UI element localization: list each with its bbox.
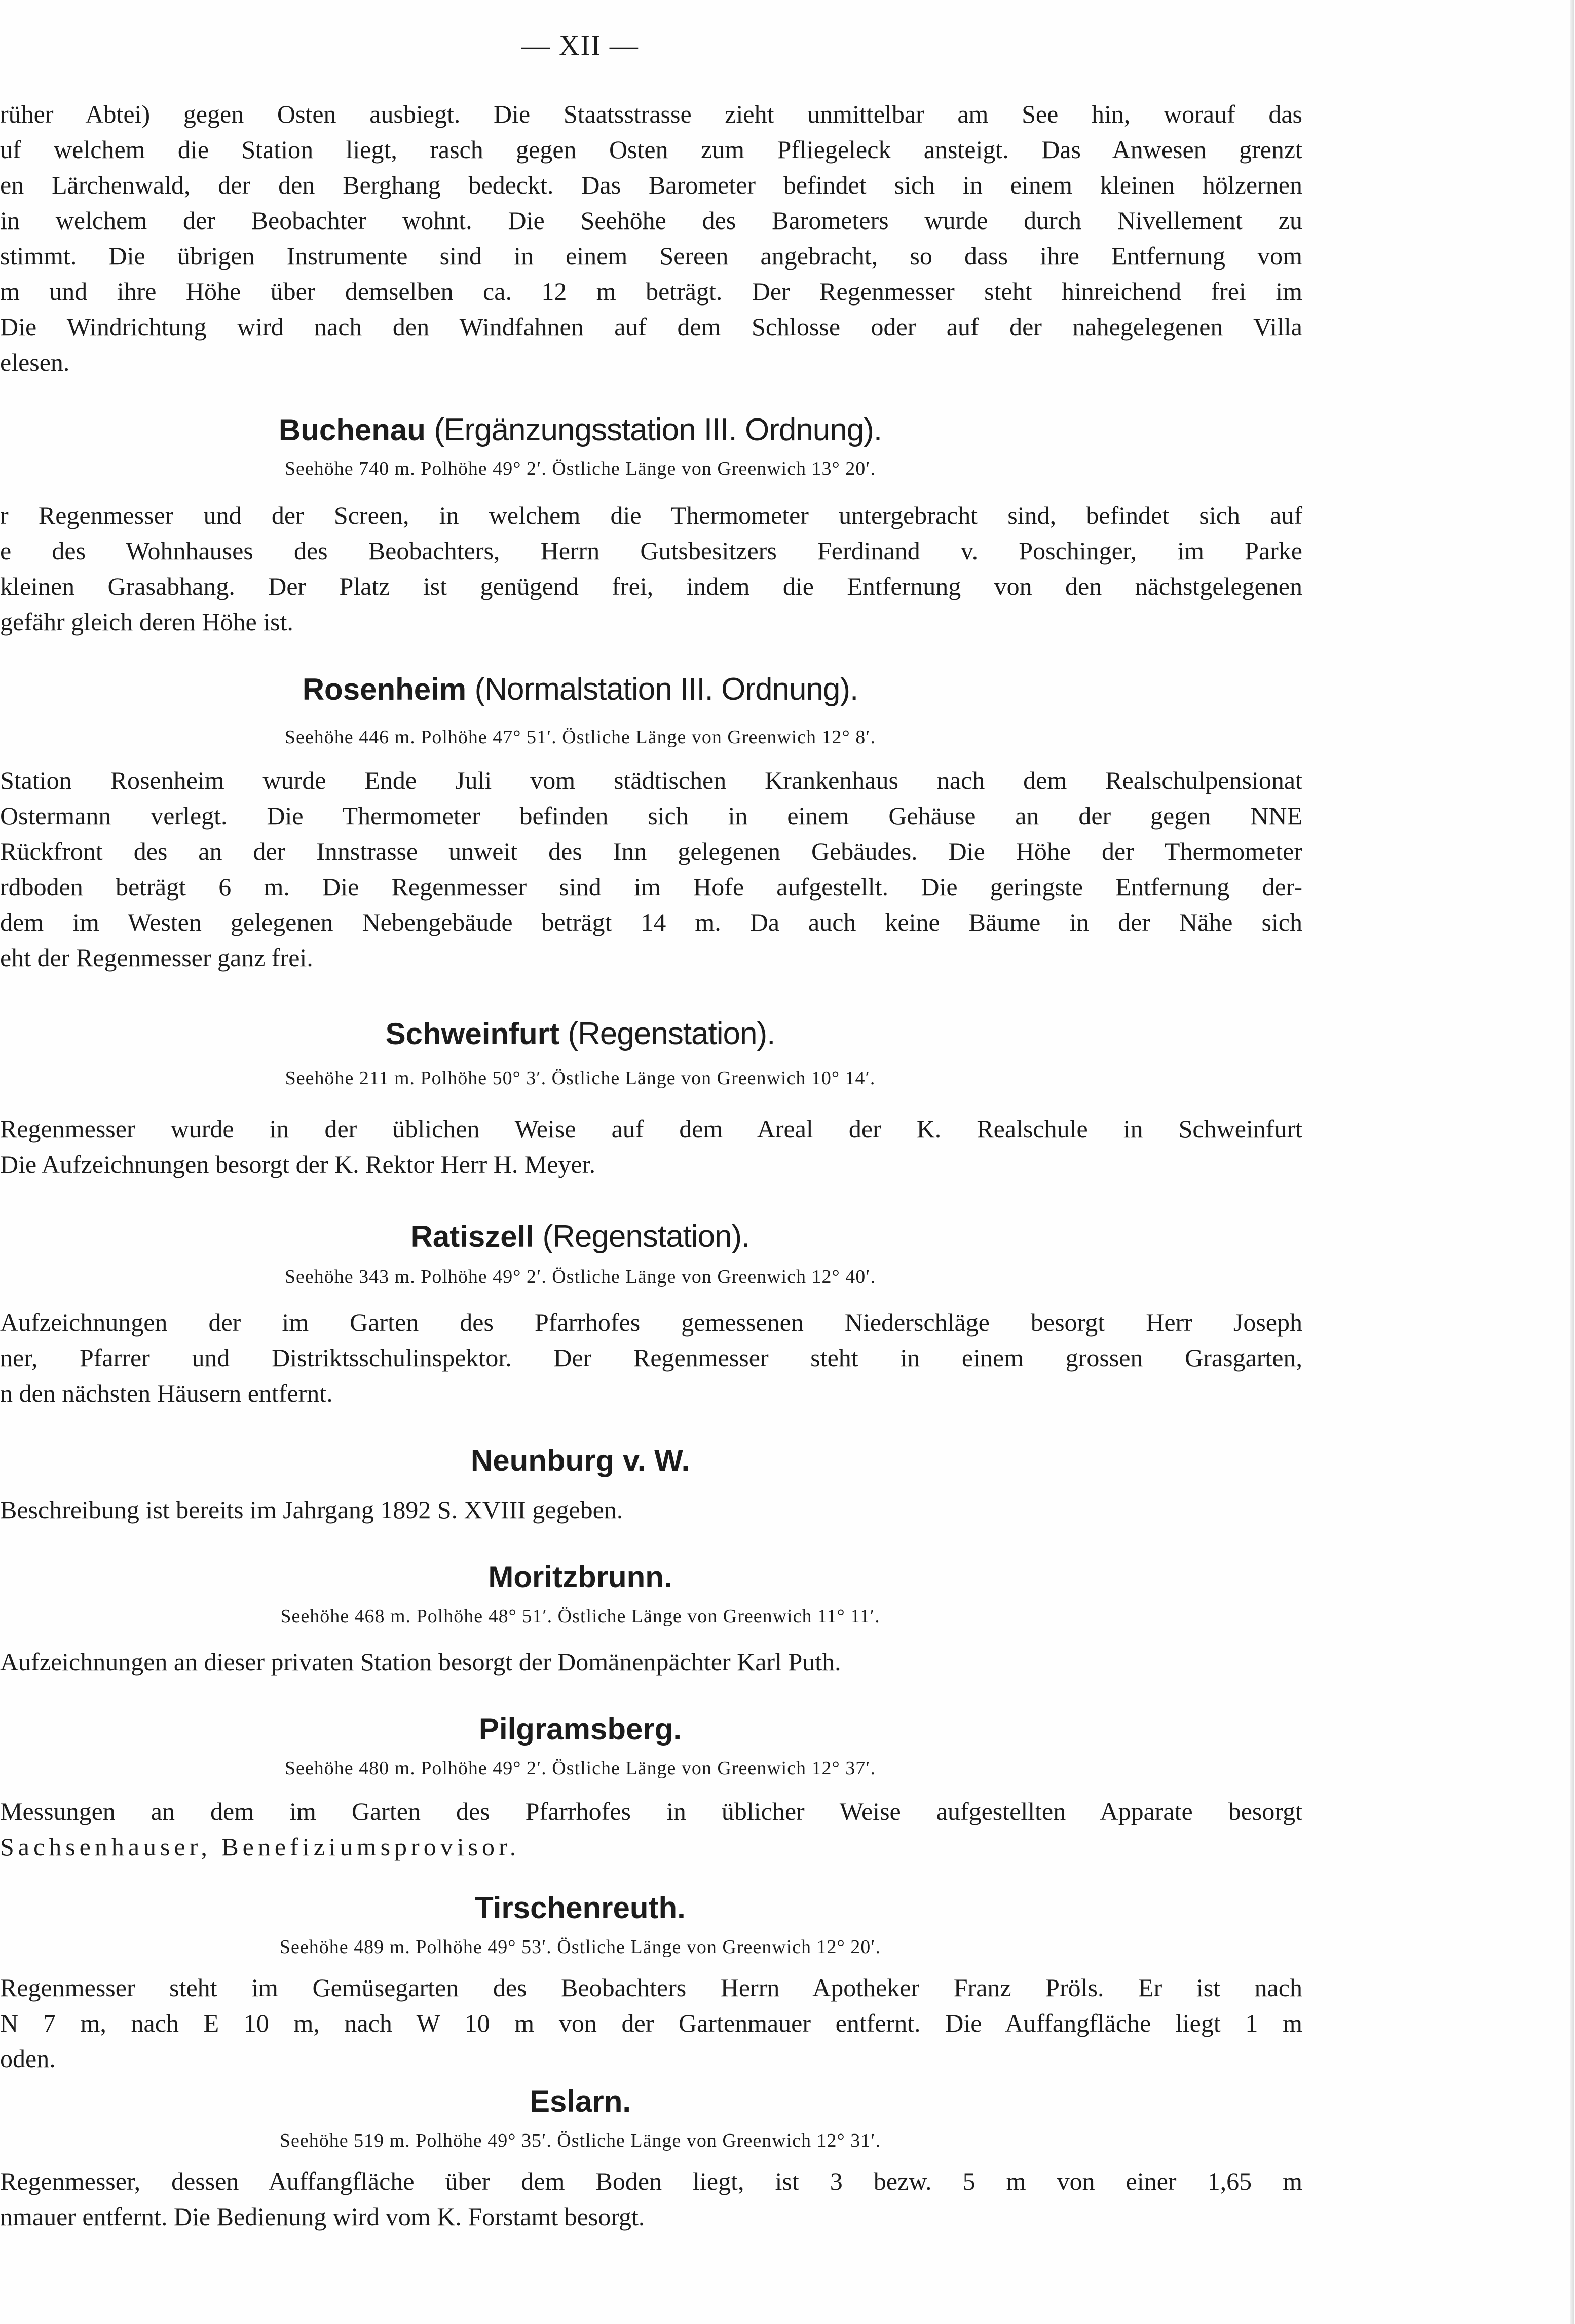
text-line: Regenmesser wurde in der üblichen Weise auf dem Areal der K. Realschule in Schweinfurt bbox=[0, 1115, 1302, 1143]
station-name: Neunburg v. W. bbox=[470, 1443, 690, 1477]
station-description bbox=[0, 1794, 1302, 1864]
station-description bbox=[0, 1492, 1302, 1528]
station-meta: Seehöhe 446 m. Polhöhe 47° 51′. Östliche Länge von Greenwich 12° 8′. bbox=[284, 727, 876, 748]
station-name: Eslarn. bbox=[529, 2084, 631, 2118]
text-line: stimmt. Die übrigen Instrumente sind in einem Sereen angebracht, so dass ihre Entfernung vom bbox=[0, 242, 1302, 270]
station-name: Buchenau bbox=[278, 413, 426, 447]
station-description bbox=[0, 1305, 1302, 1411]
station-meta: Seehöhe 211 m. Polhöhe 50° 3′. Östliche Länge von Greenwich 10° 14′. bbox=[285, 1068, 876, 1089]
station-meta: Seehöhe 480 m. Polhöhe 49° 2′. Östliche Länge von Greenwich 12° 37′. bbox=[284, 1758, 876, 1779]
text-line: kleinen Grasabhang. Der Platz ist genügend frei, indem die Entfernung von den nächstgelegenen bbox=[0, 572, 1302, 600]
text-line: dem im Westen gelegenen Nebengebäude beträgt 14 m. Da auch keine Bäume in der Nähe sich bbox=[0, 908, 1302, 936]
station-heading-schweinfurt bbox=[0, 1013, 1160, 1054]
text-line: Regenmesser, dessen Auffangfläche über dem Boden liegt, ist 3 bezw. 5 m von einer 1,65 m bbox=[0, 2167, 1302, 2195]
text-line: eht der Regenmesser ganz frei. bbox=[0, 943, 313, 972]
station-description bbox=[0, 2163, 1302, 2234]
text-line: Regenmesser steht im Gemüsegarten des Beobachters Herrn Apotheker Franz Pröls. Er ist nach bbox=[0, 1973, 1302, 2002]
text-line: Station Rosenheim wurde Ende Juli vom städtischen Krankenhaus nach dem Realschulpensionat bbox=[0, 766, 1302, 794]
text-line: Messungen an dem im Garten des Pfarrhofes in üblicher Weise aufgestellten Apparate besorgt bbox=[0, 1797, 1302, 1825]
text-line: N 7 m, nach E 10 m, nach W 10 m von der Gartenmauer entfernt. Die Auffangfläche liegt 1 m bbox=[0, 2009, 1302, 2037]
text-line: e des Wohnhauses des Beobachters, Herrn Gutsbesitzers Ferdinand v. Poschinger, im Parke bbox=[0, 537, 1302, 565]
text-line: rüher Abtei) gegen Osten ausbiegt. Die Staatsstrasse zieht unmittelbar am See hin, worauf das bbox=[0, 100, 1302, 128]
text-line: n den nächsten Häusern entfernt. bbox=[0, 1379, 333, 1407]
station-description bbox=[0, 1970, 1302, 2076]
text-line: Ostermann verlegt. Die Thermometer befinden sich in einem Gehäuse an der gegen NNE bbox=[0, 802, 1302, 830]
station-heading-moritzbrunn bbox=[0, 1556, 1160, 1597]
station-heading-neunburg bbox=[0, 1440, 1160, 1481]
text-line: m und ihre Höhe über demselben ca. 12 m beträgt. Der Regenmesser steht hinreichend frei im bbox=[0, 277, 1302, 306]
station-name: Moritzbrunn. bbox=[488, 1560, 672, 1594]
text-line: in welchem der Beobachter wohnt. Die Seehöhe des Barometers wurde durch Nivellement zu bbox=[0, 206, 1302, 235]
station-meta: Seehöhe 740 m. Polhöhe 49° 2′. Östliche Länge von Greenwich 13° 20′. bbox=[284, 458, 876, 479]
station-description bbox=[0, 1111, 1302, 1182]
intro-paragraph bbox=[0, 96, 1302, 380]
page-edge-shadow bbox=[1570, 0, 1574, 2324]
station-type: (Regenstation). bbox=[542, 1219, 750, 1254]
text-line: ner, Pfarrer und Distriktsschulinspektor. Der Regenmesser steht in einem grossen Grasgarten, bbox=[0, 1344, 1302, 1372]
station-heading-buchenau bbox=[0, 409, 1160, 450]
station-meta: Seehöhe 468 m. Polhöhe 48° 51′. Östliche Länge von Greenwich 11° 11′. bbox=[280, 1606, 880, 1627]
text-line: Sachsenhauser, Benefiziumsprovisor. bbox=[0, 1833, 520, 1861]
text-line: Aufzeichnungen der im Garten des Pfarrhofes gemessenen Niederschläge besorgt Herr Joseph bbox=[0, 1308, 1302, 1337]
station-name: Pilgramsberg. bbox=[478, 1712, 682, 1746]
station-type: (Ergänzungsstation III. Ordnung). bbox=[434, 412, 882, 447]
station-name: Tirschenreuth. bbox=[475, 1891, 686, 1925]
station-heading-rosenheim bbox=[0, 669, 1160, 710]
text-line: oden. bbox=[0, 2044, 56, 2073]
text-line: r Regenmesser und der Screen, in welchem die Thermometer untergebracht sind, befindet sich auf bbox=[0, 501, 1302, 529]
station-meta: Seehöhe 519 m. Polhöhe 49° 35′. Östliche Länge von Greenwich 12° 31′. bbox=[279, 2130, 881, 2151]
station-heading-pilgramsberg bbox=[0, 1708, 1160, 1749]
station-heading-ratiszell bbox=[0, 1216, 1160, 1257]
station-type: (Regenstation). bbox=[568, 1016, 775, 1051]
station-meta: Seehöhe 343 m. Polhöhe 49° 2′. Östliche Länge von Greenwich 12° 40′. bbox=[284, 1266, 876, 1287]
station-description bbox=[0, 763, 1302, 975]
station-name: Ratiszell bbox=[410, 1220, 535, 1253]
station-description bbox=[0, 1644, 1302, 1680]
text-line: rdboden beträgt 6 m. Die Regenmesser sind im Hofe aufgestellt. Die geringste Entfernung der- bbox=[0, 872, 1302, 901]
station-name: Rosenheim bbox=[302, 672, 467, 706]
text-line: Die Windrichtung wird nach den Windfahnen auf dem Schlosse oder auf der nahegelegenen Villa bbox=[0, 313, 1302, 341]
station-type: (Normalstation III. Ordnung). bbox=[474, 672, 858, 707]
text-line: en Lärchenwald, der den Berghang bedeckt. Das Barometer befindet sich in einem kleinen hölzernen bbox=[0, 171, 1302, 199]
text-line: Die Aufzeichnungen besorgt der K. Rektor Herr H. Meyer. bbox=[0, 1150, 596, 1178]
text-line: Rückfront des an der Innstrasse unweit des Inn gelegenen Gebäudes. Die Höhe der Thermometer bbox=[0, 837, 1302, 865]
station-meta: Seehöhe 489 m. Polhöhe 49° 53′. Östliche Länge von Greenwich 12° 20′. bbox=[279, 1936, 881, 1958]
text-line: nmauer entfernt. Die Bedienung wird vom K. Forstamt besorgt. bbox=[0, 2202, 645, 2231]
station-description bbox=[0, 498, 1302, 639]
text-line: elesen. bbox=[0, 348, 70, 376]
page-number: — XII — bbox=[521, 30, 639, 61]
text-line: uf welchem die Station liegt, rasch gegen Osten zum Pfliegeleck ansteigt. Das Anwesen grenzt bbox=[0, 135, 1302, 164]
station-heading-eslarn bbox=[0, 2081, 1160, 2122]
station-name: Schweinfurt bbox=[385, 1017, 559, 1051]
text-line: Aufzeichnungen an dieser privaten Station besorgt der Domänenpächter Karl Puth. bbox=[0, 1648, 841, 1676]
text-line: gefähr gleich deren Höhe ist. bbox=[0, 607, 293, 636]
text-line: Beschreibung ist bereits im Jahrgang 1892 S. XVIII gegeben. bbox=[0, 1496, 623, 1524]
station-heading-tirschenreuth bbox=[0, 1887, 1160, 1928]
